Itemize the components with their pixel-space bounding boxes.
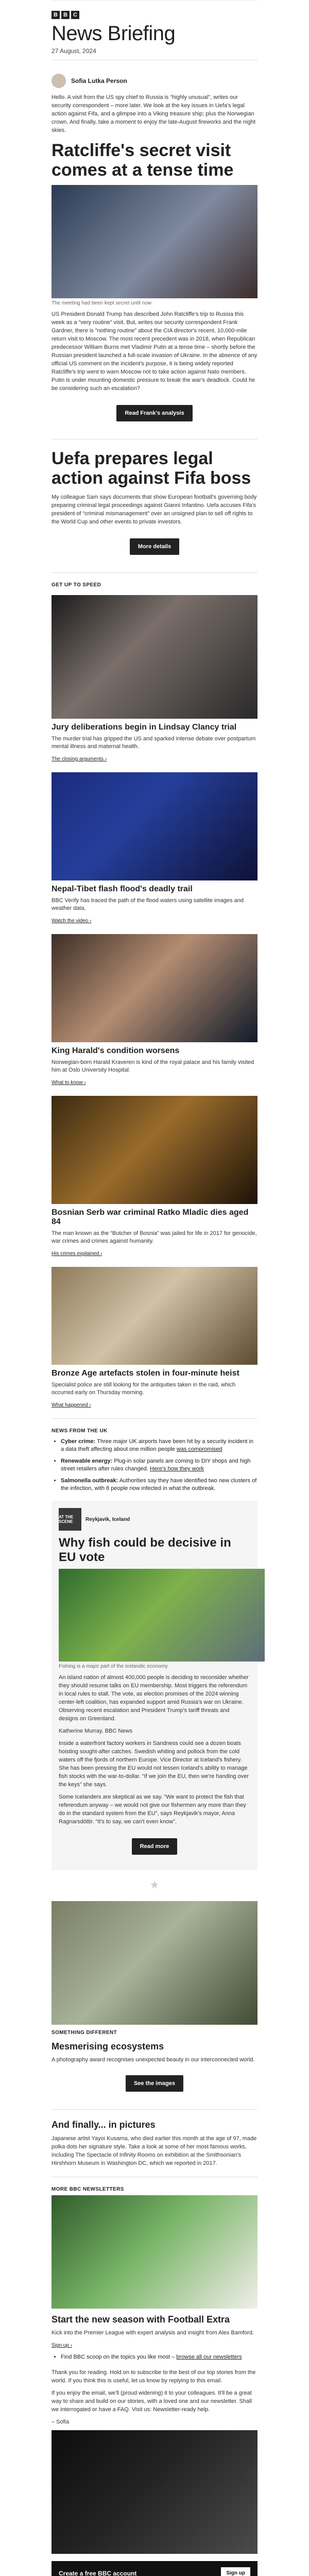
story-link[interactable]: What to know › [52, 1080, 86, 1086]
uefa-headline: Uefa prepares legal action against Fifa boss [52, 449, 251, 488]
section-label: NEWS FROM THE UK [52, 1428, 108, 1434]
uk-news-link[interactable]: Here's how they work [150, 1466, 204, 1472]
lead-story-image [52, 185, 258, 298]
extras-paragraph-2: If you enjoy the email, we'll (proud widening) it to your colleagues. It'll be a great way to share and build on our stories, with a loved one and our newsletter. Shall we interrogated or have a FAQ. Visit us: Newsletter-ready help. [52, 2390, 252, 2413]
uefa-cta-button[interactable]: More details [130, 538, 179, 555]
scene-header [59, 1508, 250, 1531]
scene-location: Reykjavik, Iceland [85, 1516, 130, 1522]
uk-news-list [52, 1438, 258, 1493]
finally-section [52, 2119, 258, 2167]
newsletter-date: 27 August, 2024 [52, 47, 96, 55]
story-title: Bosnian Serb war criminal Ratko Mladic dies aged 84 [52, 1208, 249, 1226]
uk-news-section [52, 1428, 258, 1493]
story-title: King Harald's condition worsens [52, 1046, 180, 1055]
image-caption: The meeting had been kept secret until now [52, 300, 152, 306]
ecosystem-image [52, 1901, 258, 2025]
story-summary: The man known as the “Butcher of Bosnia” was jailed for life in 2017 for genocide, war crimes and crimes against humanity. [52, 1230, 257, 1244]
extras-item [61, 2353, 258, 2361]
lead-cta-button[interactable]: Read Frank's analysis [116, 405, 192, 421]
bbc-logo-box: C [71, 11, 79, 19]
divider [52, 2109, 258, 2110]
author-avatar [52, 74, 66, 88]
uk-news-item [61, 1477, 258, 1493]
scene-headline: Why fish could be decisive in EU vote [59, 1536, 231, 1564]
lead-headline: Ratcliffe's secret visit comes at a tense time [52, 141, 234, 180]
catch-up-item [52, 934, 258, 1087]
story-summary: Norwegian-born Harald Kraveren is kind of the royal palace and his family visited him at Oslo University Hospital. [52, 1059, 254, 1073]
newsletter-signup-link[interactable]: Sign up › [52, 2343, 73, 2348]
signoff: – Sofia [52, 2419, 70, 2425]
story-title: Nepal-Tibet flash flood's deadly trail [52, 885, 193, 893]
account-promo [52, 2561, 258, 2576]
promo-text: Create a free BBC account [59, 2569, 137, 2576]
scene-body-2: Inside a waterfront factory workers in Sandness could see a dozen boats hoisting sought-after catches. Swedish whiting and pollock from the cold waters off the fjords of northern Europe. Vice Director at Iceland's fishery. She has been pressing the EU would not lessen Iceland's ability to manage fish stocks with the war-to-dollar. “If we join the EU, then we're handing over the keys” she says. [59, 1740, 249, 1788]
extras-list [52, 2353, 258, 2361]
catch-up-item [52, 595, 258, 763]
story-image [52, 595, 258, 719]
uefa-body: My colleague Sam says documents that show European football's governing body preparing criminal legal proceedings against Gianni Infantino. Uefa accuses Fifa's president of “criminal mismanagement” over an unsigned plan to sell off rights to the World Cup and other events to private investors. [52, 494, 257, 525]
bbc-logo-box: B [52, 11, 60, 19]
uk-news-text: Three major UK airports have been hit by a security incident in a data theft affecting about one million people [61, 1438, 253, 1452]
image-caption: Fishing is a major part of the Icelandic economy [59, 1664, 168, 1669]
extras-paragraph-1: Thank you for reading. Hold on to subscribe to the best of our top stories from the world. If you think this is useful, let us know by replying to this email. [52, 2369, 256, 2384]
newsletter-summary: Kick into the Premier League with expert analysis and insight from Alex Bamford. [52, 2330, 254, 2336]
section-label: SOMETHING DIFFERENT [52, 2030, 117, 2036]
lead-story [52, 141, 258, 430]
extras-link[interactable]: browse all our newsletters [176, 2354, 242, 2360]
newsletter-headline: Start the new season with Football Extra [52, 2314, 230, 2325]
author-name: Sofia Lutka Person [71, 77, 127, 84]
scene-image [59, 1569, 265, 1662]
story-link[interactable]: What happened › [52, 1402, 91, 1408]
at-the-scene-card [52, 1501, 258, 1870]
promo-image [52, 2430, 258, 2554]
sd-cta-button[interactable]: See the images [126, 2075, 183, 2092]
uk-news-text: Authorities say they have identified two new clusters of the infection, with 8 people now infected in what the outbreak. [61, 1478, 257, 1492]
newsletters-section [52, 2187, 258, 2349]
uk-news-lead: Renewable energy: [61, 1458, 113, 1464]
divider [52, 572, 258, 573]
story-summary: BBC Verify has traced the path of the flood waters using satellite images and weather data. [52, 897, 244, 911]
newsletter-image [52, 2195, 258, 2309]
author-row [52, 74, 258, 88]
uk-news-lead: Cyber crime: [61, 1438, 96, 1445]
scene-body-3: Some Icelanders are skeptical as we say. “We want to protect the fish that referendum anyway – we would not give our fishermen any more than they do in the standard system from the EU”, says Reykjavik's mayor, Anna Ragnarsdóttir. “It's to say, we can't even know”. [59, 1794, 246, 1825]
spacer-emblem-icon [148, 1879, 161, 1892]
section-label: MORE BBC NEWSLETTERS [52, 2187, 124, 2192]
scene-body-1: An island nation of almost 400,000 people is deciding to reconsider whether they should resume talks on EU membership. Most triggers the referendum in local rules to stall. The vote, as election promises of the 2024 winning center-left coalition, has expanded support amid Russia's war on Ukraine. Observing recent escalation and President Trump's tariff threats and designs on Greenland. [59, 1674, 249, 1722]
lead-body: US President Donald Trump has described John Ratcliffe's trip to Russia this week as a “very routine” visit. But, writes our security correspondent Frank Gardner, there is “nothing routine” about the CIA director's recent, 10,000-mile return visit to Moscow. The most recent precedent was in 2018, when Republican predecessor William Burns met Vladimir Putin at a tense time – shortly before the Russian president launched a full-scale invasion of Ukraine. In the absence of any official US comment on the incident's purpose, it is being widely reported Ratcliffe's trip went to warn Moscow not to take action against Nato members. Putin is under mounting domestic pressure to break the war's deadlock. Could he be considering such an escalation? [52, 311, 258, 392]
extras-lead: Find BBC scoop [61, 2354, 102, 2360]
story-link[interactable]: Watch the video › [52, 918, 92, 924]
story-link[interactable]: The closing arguments › [52, 756, 107, 762]
uk-news-text: Plug-in solar panels are coming to DIY shops and high street retailers after rules changed. [61, 1458, 251, 1472]
uk-news-lead: Salmonella outbreak: [61, 1478, 118, 1484]
sd-summary: A photography award recognises unexpected beauty in our interconnected world. [52, 2057, 255, 2063]
story-image [52, 1267, 258, 1365]
story-title: Jury deliberations begin in Lindsay Clancy trial [52, 723, 237, 732]
uk-news-link[interactable]: was compromised [176, 1446, 222, 1452]
story-image [52, 772, 258, 880]
bbc-logo-box: B [61, 11, 70, 19]
uefa-story [52, 449, 258, 563]
catch-up-item [52, 1267, 258, 1409]
bbc-logo [52, 11, 258, 19]
divider [52, 1418, 258, 1419]
uk-news-item [61, 1438, 258, 1453]
story-title: Bronze Age artefacts stolen in four-minute heist [52, 1369, 239, 1378]
story-summary: Specialist police are still looking for the antiquities taken in the raid, which occurred early on Thursday morning. [52, 1382, 236, 1396]
section-label: GET UP TO SPEED [52, 582, 101, 588]
finally-headline: And finally... in pictures [52, 2120, 156, 2130]
story-summary: The murder trial has gripped the US and sparked intense debate over postpartum mental illness and maternal health. [52, 736, 256, 750]
extras-text: on the topics you like most – [103, 2354, 175, 2360]
finally-body: Japanese artist Yayoi Kusama, who died earlier this month at the age of 97, made polka dots her signature style. Take a look at some of her most famous works, including The Spectacle of Infinity Rooms on exhibition at the Smithsonian's Hirshhorn Museum in Washington DC, which we reported in 2017. [52, 2136, 257, 2166]
catch-up-item [52, 1096, 258, 1258]
catch-up-section [52, 582, 258, 1409]
uk-news-item [61, 1458, 258, 1473]
catch-up-item [52, 772, 258, 925]
something-different-section [52, 1901, 258, 2100]
promo-button[interactable]: Sign up [221, 2567, 250, 2576]
intro-text: Hello. A visit from the US spy chief to Russia is “highly unusual”, writes our security correspondent – more later. We look at the key issues in Uefa's legal action against Fifa, and a glimpse into a Viking treasure ship; plus the Norwegian crown. And finally, take a moment to enjoy the late-August fireworks and the night skies. [52, 94, 256, 133]
newsletter-title: News Briefing [52, 22, 176, 45]
scene-badge: AT THE SCENE [59, 1508, 81, 1531]
scene-byline: Katherine Murray, BBC News [59, 1728, 132, 1734]
header [52, 0, 258, 69]
sd-headline: Mesmerising ecosystems [52, 2041, 164, 2052]
story-link[interactable]: His crimes explained › [52, 1251, 102, 1257]
story-image [52, 1096, 258, 1204]
story-image [52, 934, 258, 1042]
scene-cta-button[interactable]: Read more [132, 1838, 178, 1855]
